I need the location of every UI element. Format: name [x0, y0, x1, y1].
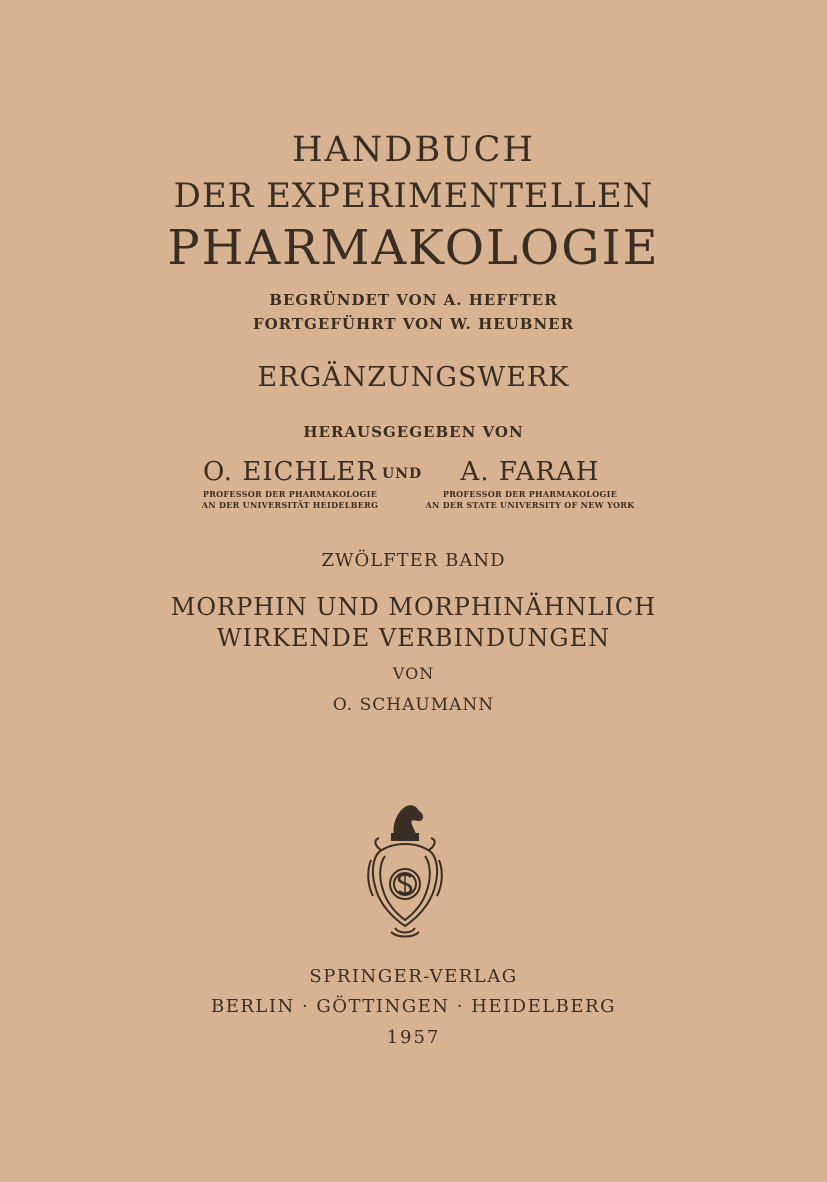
editor-left-affiliation-2: AN DER UNIVERSITÄT HEIDELBERG [201, 500, 379, 510]
supplement-title: ERGÄNZUNGSWERK [257, 362, 570, 393]
publication-year: 1957 [386, 1027, 441, 1048]
editor-left [170, 455, 410, 511]
series-title-line1: HANDBUCH [291, 130, 535, 170]
book-title-line2: WIRKENDE VERBINDUNGEN [216, 624, 611, 652]
continued-by: FORTGEFÜHRT VON W. HEUBNER [252, 315, 575, 333]
book-title-line1: MORPHIN UND MORPHINÄHNLICH [170, 593, 657, 621]
author-name: O. SCHAUMANN [332, 695, 495, 715]
editor-right-affiliation-2: AN DER STATE UNIVERSITY OF NEW YORK [425, 500, 635, 510]
editor-right [405, 455, 655, 511]
springer-knight-logo-icon [365, 800, 445, 940]
edited-by-label: HERAUSGEGEBEN VON [303, 423, 524, 441]
publisher-cities: BERLIN · GÖTTINGEN · HEIDELBERG [211, 996, 616, 1017]
editor-right-name: A. FARAH [460, 457, 600, 487]
volume-label: ZWÖLFTER BAND [321, 550, 506, 571]
series-title-line3: PHARMAKOLOGIE [167, 220, 660, 276]
series-title-line2: DER EXPERIMENTELLEN [173, 176, 654, 216]
founded-by: BEGRÜNDET VON A. HEFFTER [269, 291, 558, 309]
editor-right-affiliation-1: PROFESSOR DER PHARMAKOLOGIE [442, 489, 618, 499]
editors-conjunction: UND [382, 466, 423, 482]
by-label: VON [392, 664, 435, 683]
publisher-name: SPRINGER-VERLAG [309, 966, 518, 987]
editor-left-affiliation-1: PROFESSOR DER PHARMAKOLOGIE [202, 489, 378, 499]
editor-left-name: O. EICHLER [203, 457, 377, 487]
